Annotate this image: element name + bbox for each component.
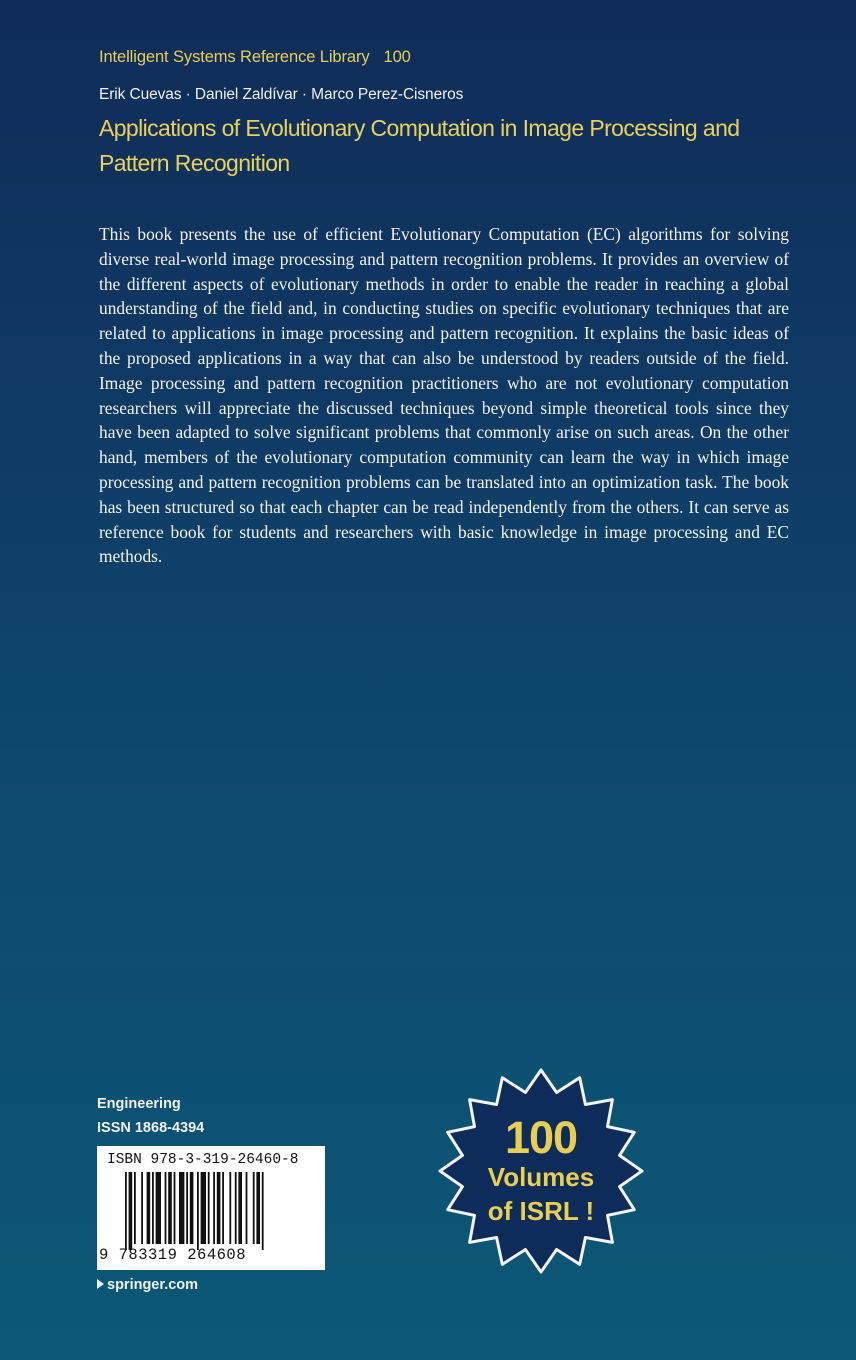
series-volume: 100 xyxy=(383,48,411,66)
arrow-right-icon xyxy=(97,1279,104,1289)
issn-number: ISSN 1868-4394 xyxy=(97,1120,205,1136)
book-authors: Erik Cuevas · Daniel Zaldívar · Marco Perez-Cisneros xyxy=(99,86,464,103)
subject-category: Engineering xyxy=(97,1096,181,1112)
anniversary-badge xyxy=(438,1068,644,1274)
series-line xyxy=(99,48,411,67)
barcode-digits: 9 783319 264608 xyxy=(99,1246,247,1264)
book-title: Applications of Evolutionary Computation in Image Processing and Pattern Recognition xyxy=(99,115,740,176)
book-description: This book presents the use of efficient Evolutionary Computation (EC) algorithms for solving diverse real-world image processing and pattern recognition problems. It provides an overview of the different aspects of evolutionary methods in order to enable the reader in reaching a global understanding of the field and, in conducting studies on specific evolutionary techniques that are related to applications in image processing and pattern recognition. It explains the basic ideas of the proposed applications in a way that can also be understood by readers outside of the field. Image processing and pattern recognition practitioners who are not evolutionary computation researchers will appreciate the discussed techniques beyond simple theoretical tools since they have been adapted to solve significant problems that commonly arise on such areas. On the other hand, members of the evolutionary computation community can learn the way in which image processing and pattern recognition problems can be translated into an optimization task. The book has been structured so that each chapter can be read independently from the others. It can serve as reference book for students and researchers with basic knowledge in image processing and EC methods. xyxy=(99,224,789,567)
badge-number: 100 xyxy=(504,1112,578,1163)
barcode-isbn-label: ISBN 978-3-319-26460-8 xyxy=(107,1152,299,1168)
badge-line2: of ISRL ! xyxy=(487,1196,595,1226)
publisher-website[interactable] xyxy=(97,1277,198,1293)
isbn-barcode xyxy=(97,1146,325,1270)
badge-line1: Volumes xyxy=(487,1162,595,1192)
publisher-website-label: springer.com xyxy=(107,1277,199,1293)
series-name: Intelligent Systems Reference Library xyxy=(99,48,370,66)
